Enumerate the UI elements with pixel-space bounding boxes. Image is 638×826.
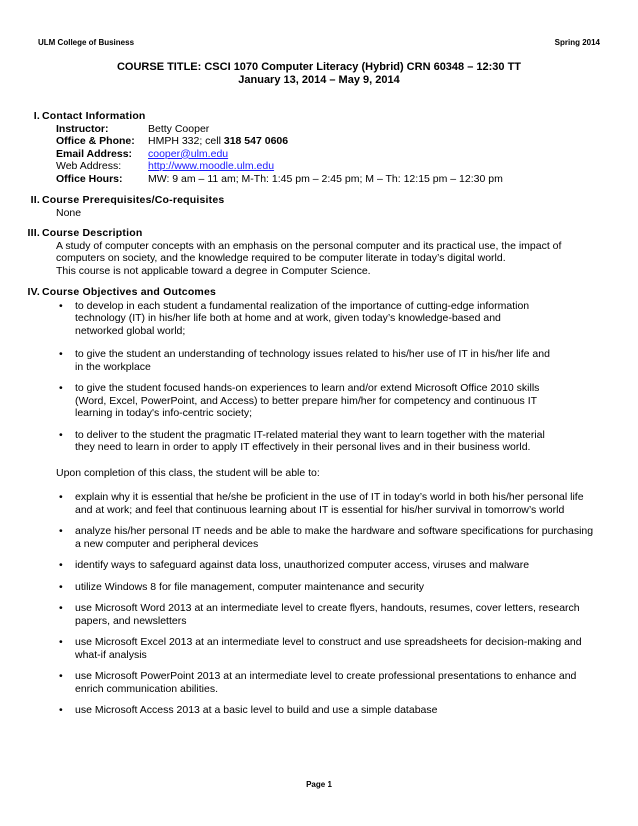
contact-table [56, 123, 503, 186]
contact-label: Web Address: [56, 160, 122, 172]
list-item: • use Microsoft Excel 2013 at an intermediate level to construct and use spreadsheets for decision-making and what-if analysis [56, 636, 601, 661]
contact-row-instructor [56, 123, 503, 136]
course-title: COURSE TITLE: CSCI 1070 Computer Literacy (Hybrid) CRN 60348 – 12:30 TT [116, 61, 522, 73]
section-number: III. [27, 227, 40, 239]
section-objectives [22, 286, 612, 454]
header-college: ULM College of Business [38, 38, 135, 47]
goals-list [56, 300, 551, 454]
office-text: HMPH 332; cell [148, 135, 224, 147]
contact-label: Instructor: [56, 122, 109, 135]
contact-value [148, 148, 503, 161]
contact-value: MW: 9 am – 11 am; M-Th: 1:45 pm – 2:45 pm; M – Th: 12:15 pm – 12:30 pm [148, 172, 503, 185]
section-title: Course Objectives and Outcomes [42, 286, 217, 298]
contact-row-web [56, 160, 503, 173]
contact-row-hours [56, 173, 503, 186]
contact-row-office [56, 135, 503, 148]
list-item: • to give the student an understanding of technology issues related to his/her use of IT in his/her life and in the workplace [56, 348, 551, 373]
list-item: • use Microsoft Access 2013 at a basic level to build and use a simple database [56, 704, 601, 717]
list-item: • identify ways to safeguard against data loss, unauthorized computer access, viruses and malware [56, 559, 601, 572]
outcomes-list [56, 491, 601, 717]
page-number: Page 1 [306, 780, 332, 789]
section-heading [22, 286, 612, 299]
outcomes-block [22, 491, 612, 717]
contact-label: Email Address: [56, 147, 133, 160]
section-title: Course Prerequisites/Co-requisites [42, 194, 225, 206]
section-title: Contact Information [42, 110, 146, 122]
list-item: • use Microsoft PowerPoint 2013 at an intermediate level to create professional presentations to enhance and enrich communication abilities. [56, 670, 601, 695]
contact-value [148, 160, 503, 173]
office-phone: 318 547 0606 [223, 135, 289, 147]
description-note: This course is not applicable toward a degree in Computer Science. [56, 264, 371, 277]
contact-value: Betty Cooper [148, 122, 210, 135]
course-dates: January 13, 2014 – May 9, 2014 [238, 74, 400, 86]
list-item: • to give the student focused hands-on experiences to learn and/or extend Microsoft Office 2010 skills (Word, Excel, PowerPoint, and Access) to better prepare him/her for competency and continuous IT learning in today's info-centric society; [56, 382, 551, 420]
section-heading [22, 194, 612, 207]
list-item: • to develop in each student a fundamental realization of the importance of cutting-edge information technology (IT) in his/her life both at home and at work, given today’s knowledge-based and networked global world; [56, 300, 551, 338]
list-item: • explain why it is essential that he/she be proficient in the use of IT in today’s world in both his/her personal life and at work; and feel that continuous learning about IT is essential for his/her survival in tomorrow’s world [56, 491, 601, 516]
list-item: • use Microsoft Word 2013 at an intermediate level to create flyers, handouts, resumes, cover letters, research papers, and newsletters [56, 602, 601, 627]
contact-value [148, 135, 503, 148]
list-item: • utilize Windows 8 for file management, computer maintenance and security [56, 581, 601, 594]
web-link[interactable]: http://www.moodle.ulm.edu [148, 160, 275, 172]
prereq-text: None [56, 206, 82, 219]
email-link[interactable]: cooper@ulm.edu [148, 147, 229, 160]
outcomes-intro [22, 467, 612, 480]
section-heading [22, 227, 612, 240]
section-description [22, 227, 612, 277]
upon-text: Upon completion of this class, the student will be able to: [56, 467, 320, 479]
description-text: A study of computer concepts with an emphasis on the personal computer and its practical use, the impact of computers on society, and the knowledge required to be computer literate in today’s digital world. [56, 239, 562, 264]
list-item: • to deliver to the student the pragmatic IT-related material they want to learn together with the material they need to learn in order to apply IT effectively in their personal lives and in their business world. [56, 429, 551, 454]
contact-label: Office Hours: [56, 172, 123, 185]
section-number: IV. [27, 286, 40, 298]
section-prereq [22, 194, 612, 219]
contact-row-email [56, 148, 503, 161]
section-number: II. [30, 194, 40, 206]
section-contact [22, 110, 612, 185]
list-item: • analyze his/her personal IT needs and be able to make the hardware and software specifications for purchasing a new computer and peripheral devices [56, 525, 601, 550]
section-number: I. [33, 110, 40, 122]
section-title: Course Description [42, 227, 143, 239]
section-heading [22, 110, 612, 123]
contact-label: Office & Phone: [56, 135, 135, 147]
header-term: Spring 2014 [554, 38, 600, 47]
